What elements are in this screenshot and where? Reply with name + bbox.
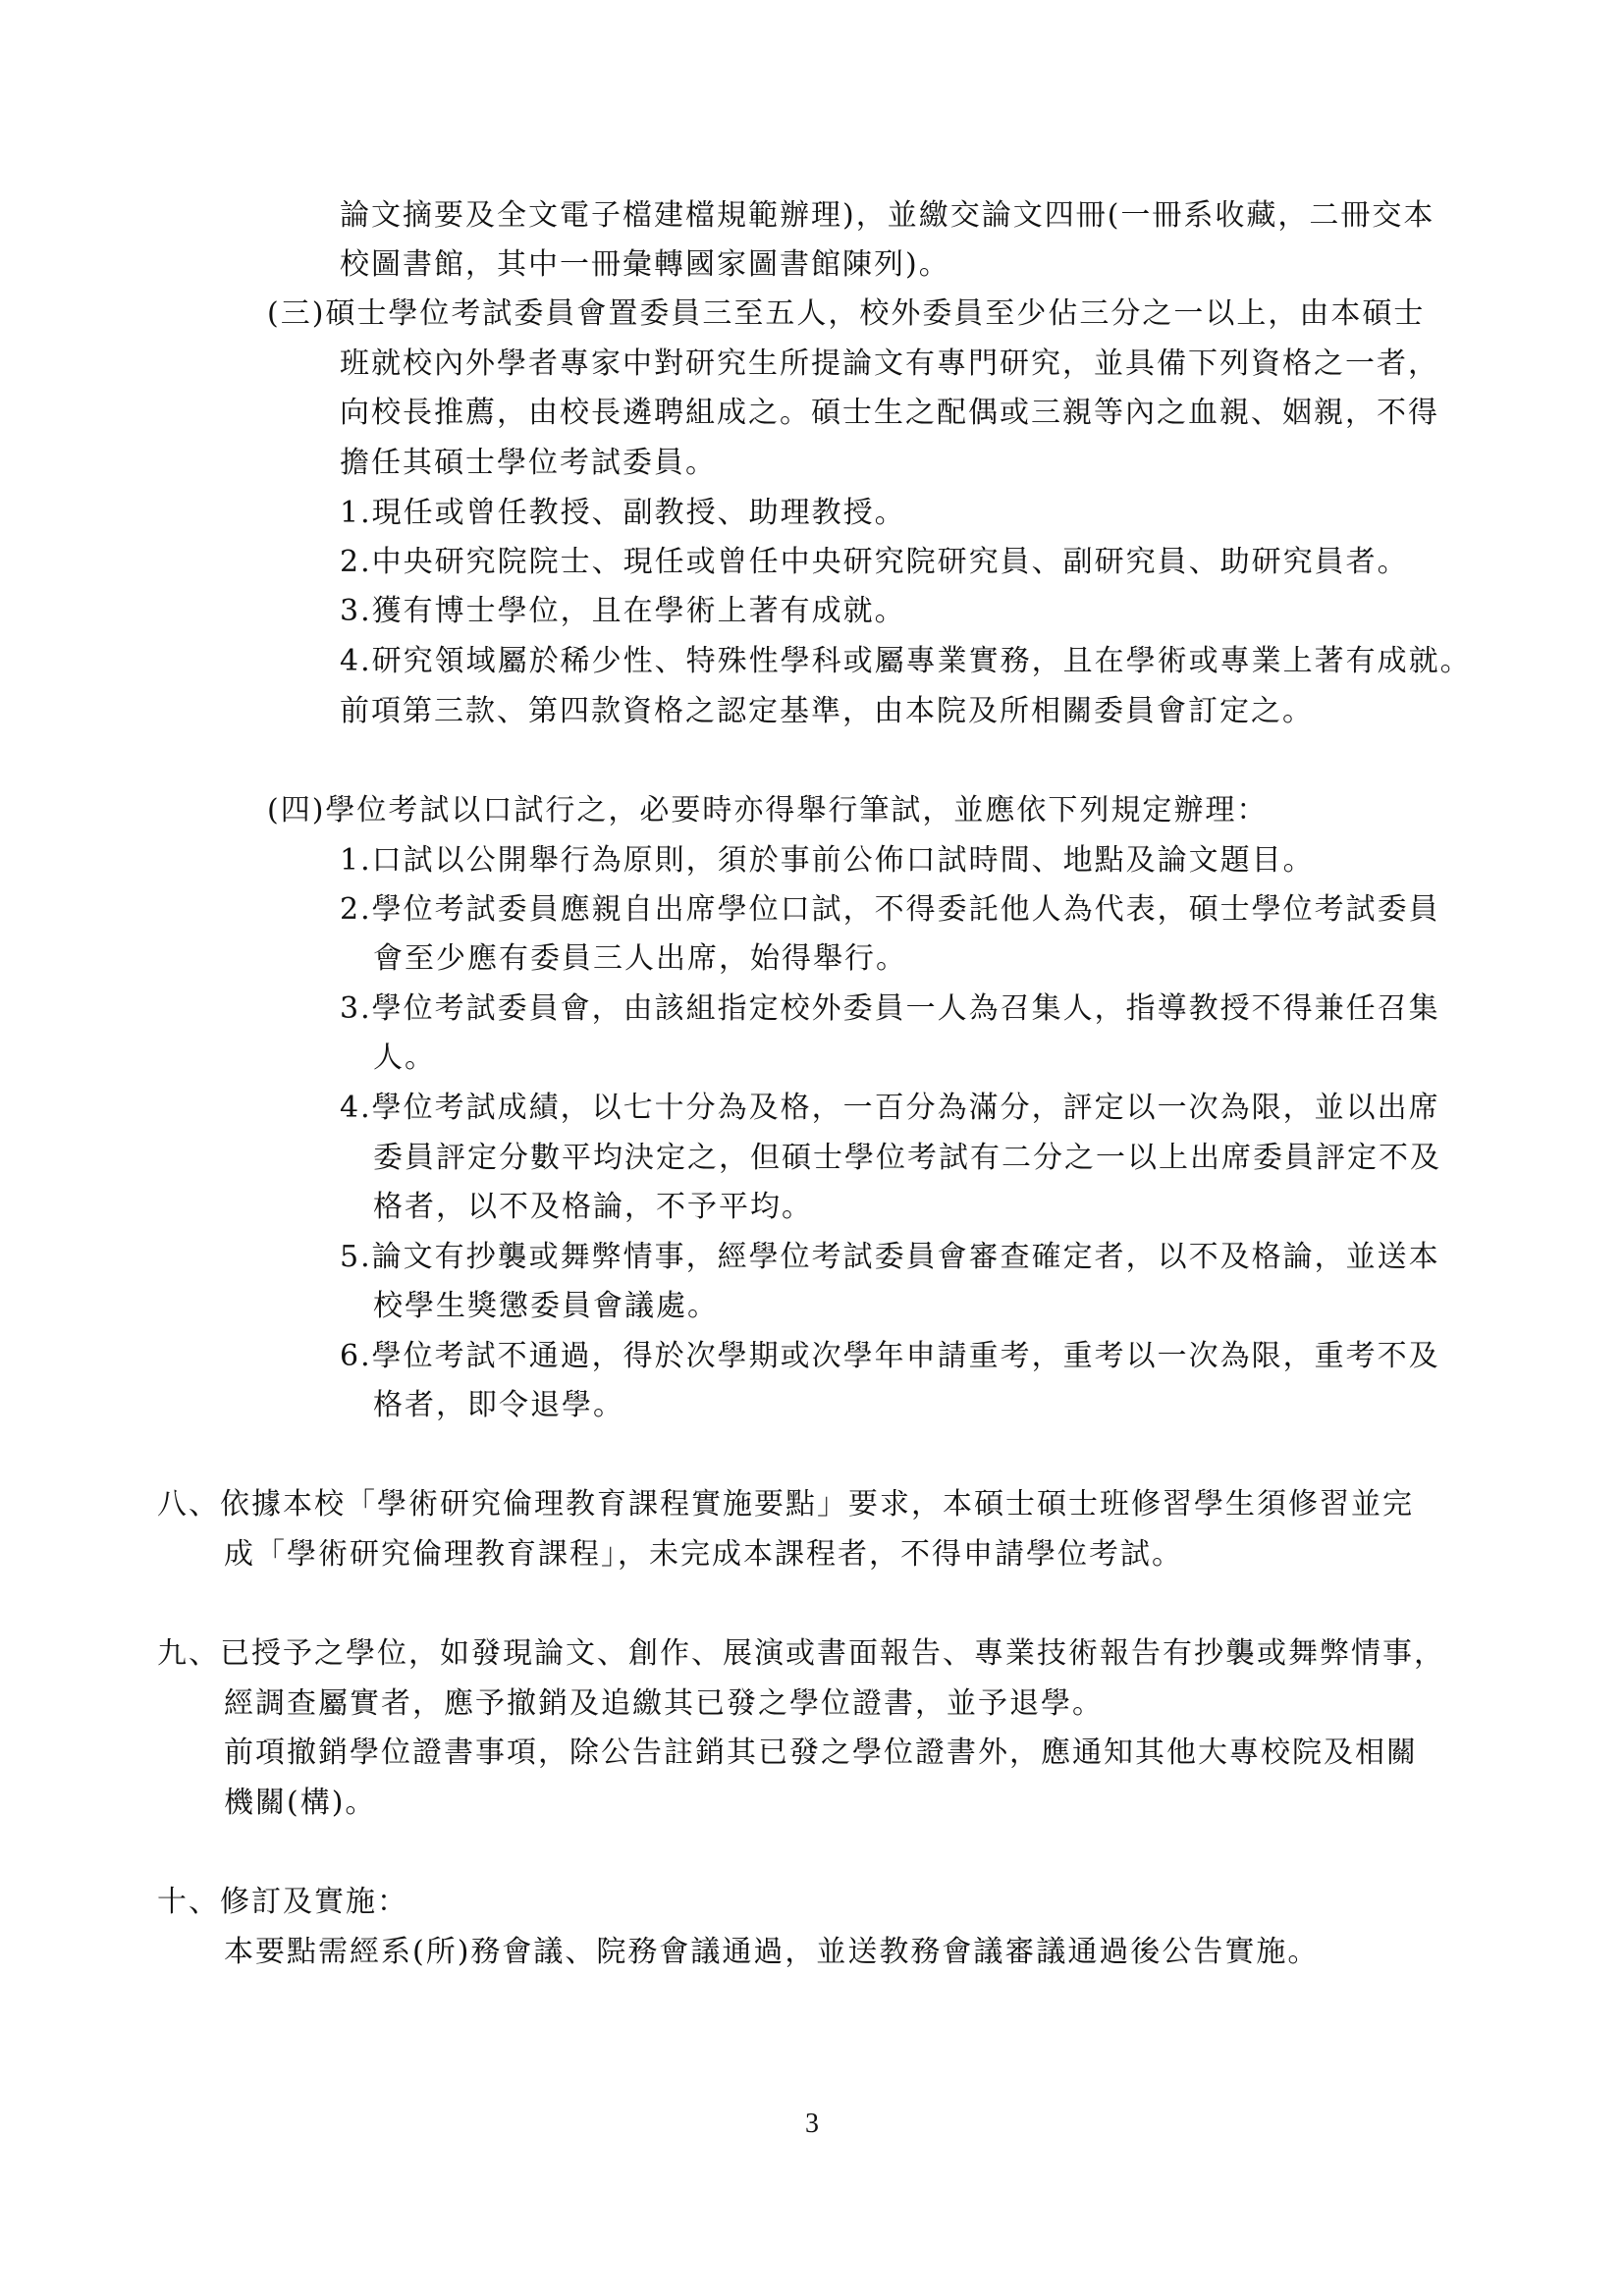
qualification-item: 1.現任或曾任教授、副教授、助理教授。 — [340, 496, 906, 530]
continuation-line: 論文摘要及全文電子檔建檔規範辦理)，並繳交論文四冊(一冊系收藏，二冊交本 — [340, 198, 1435, 233]
section-9-text: 經調查屬實者，應予撤銷及追繳其已發之學位證書，並予退學。 — [224, 1686, 1104, 1721]
item-3-line: 班就校內外學者專家中對研究生所提論文有專門研究，並具備下列資格之一者， — [340, 347, 1439, 381]
exam-rule-continuation: 校學生獎懲委員會議處。 — [373, 1289, 719, 1323]
section-9-text: 機關(構)。 — [224, 1786, 377, 1820]
exam-rule-continuation: 格者，即令退學。 — [373, 1388, 624, 1422]
item-3-line: 向校長推薦，由校長遴聘組成之。碩士生之配偶或三親等內之血親、姻親，不得 — [340, 396, 1439, 430]
qualification-item: 2.中央研究院院士、現任或曾任中央研究院研究員、副研究員、助研究員者。 — [340, 545, 1409, 579]
item-3-line: 擔任其碩士學位考試委員。 — [340, 446, 717, 480]
qualification-item: 4.研究領域屬於稀少性、特殊性學科或屬專業實務，且在學術或專業上著有成就。 — [340, 644, 1472, 678]
section-8-heading: 八、依據本校「學術研究倫理教育課程實施要點」要求，本碩士碩士班修習學生須修習並完 — [157, 1487, 1414, 1522]
qualification-note: 前項第三款、第四款資格之認定基準，由本院及所相關委員會訂定之。 — [340, 694, 1314, 728]
section-9-heading: 九、已授予之學位，如發現論文、創作、展演或書面報告、專業技術報告有抄襲或舞弊情事， — [157, 1636, 1445, 1671]
exam-rule-continuation: 委員評定分數平均決定之，但碩士學位考試有二分之一以上出席委員評定不及 — [373, 1141, 1441, 1175]
exam-rule: 6.學位考試不通過，得於次學期或次學年申請重考，重考以一次為限，重考不及 — [340, 1339, 1440, 1373]
exam-rule: 3.學位考試委員會，由該組指定校外委員一人為召集人，指導教授不得兼任召集 — [340, 991, 1440, 1026]
exam-rule-continuation: 會至少應有委員三人出席，始得舉行。 — [373, 941, 907, 976]
section-10-heading: 十、修訂及實施： — [157, 1885, 408, 1919]
section-10-text: 本要點需經系(所)務會議、院務會議通過，並送教務會議審議通過後公告實施。 — [224, 1935, 1320, 1969]
exam-rule-continuation: 人。 — [373, 1041, 436, 1075]
exam-rule: 2.學位考試委員應親自出席學位口試，不得委託他人為代表，碩士學位考試委員 — [340, 892, 1440, 927]
item-3-line: (三)碩士學位考試委員會置委員三至五人，校外委員至少佔三分之一以上，由本碩士 — [267, 296, 1426, 331]
exam-rule-continuation: 格者，以不及格論，不予平均。 — [373, 1190, 813, 1224]
exam-rule: 5.論文有抄襲或舞弊情事，經學位考試委員會審查確定者，以不及格論，並送本 — [340, 1240, 1440, 1274]
section-8-text: 成「學術研究倫理教育課程」，未完成本課程者，不得申請學位考試。 — [224, 1537, 1183, 1572]
section-9-text: 前項撤銷學位證書事項，除公告註銷其已發之學位證書外，應通知其他大專校院及相關 — [224, 1735, 1418, 1770]
qualification-item: 3.獲有博士學位，且在學術上著有成就。 — [340, 594, 906, 628]
item-4-intro: (四)學位考試以口試行之，必要時亦得舉行筆試，並應依下列規定辦理： — [267, 793, 1269, 828]
continuation-line: 校圖書館，其中一冊彙轉國家圖書館陳列)。 — [340, 247, 950, 282]
exam-rule: 4.學位考試成績，以七十分為及格，一百分為滿分，評定以一次為限，並以出席 — [340, 1091, 1440, 1125]
page-number: 3 — [805, 2109, 819, 2139]
exam-rule: 1.口試以公開舉行為原則，須於事前公佈口試時間、地點及論文題目。 — [340, 843, 1315, 878]
